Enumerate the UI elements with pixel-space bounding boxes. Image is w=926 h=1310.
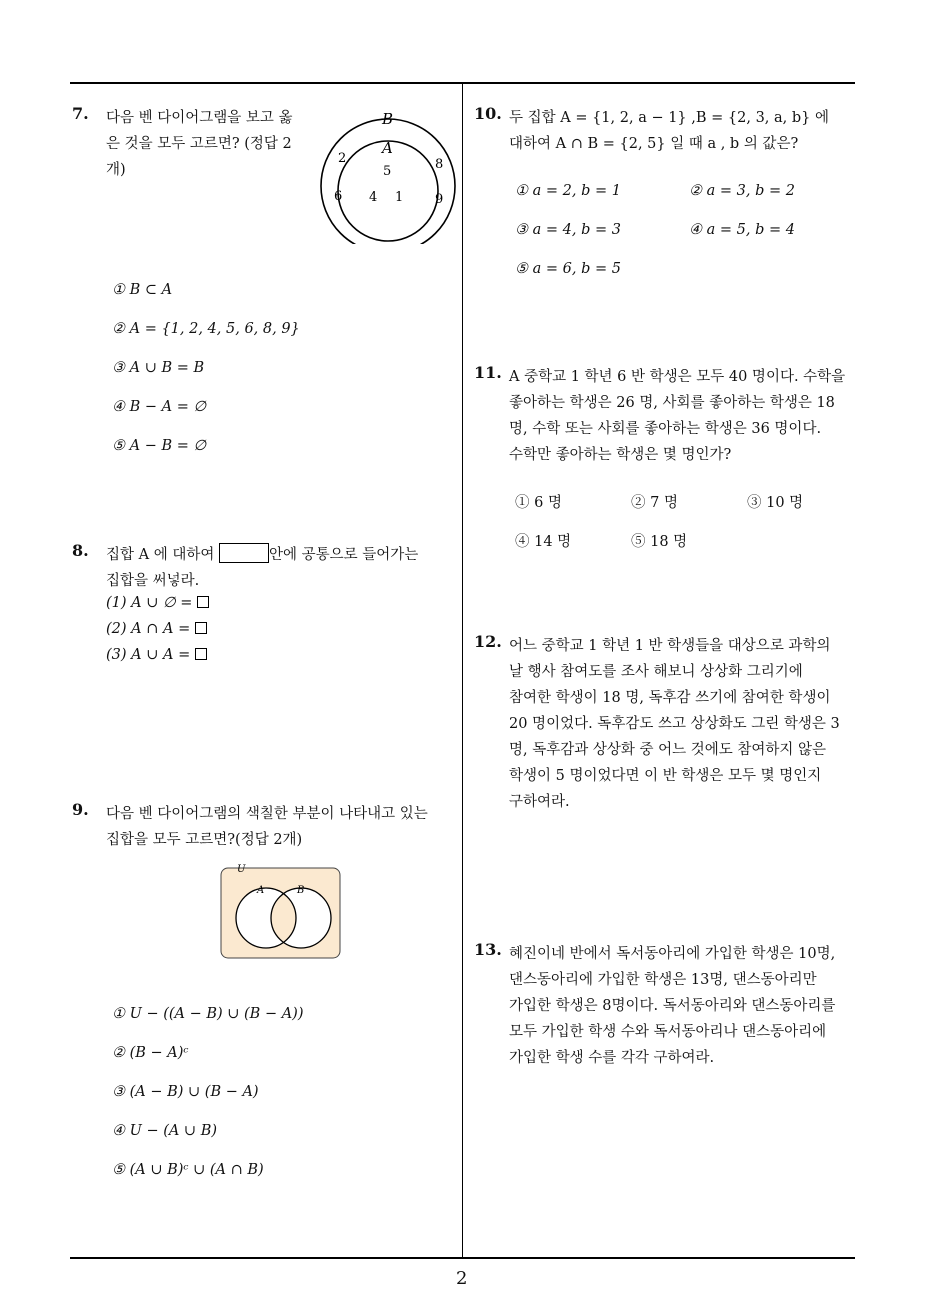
- sub-item-text: (2) A ∩ A =: [106, 621, 191, 637]
- answer-choice[interactable]: ③ 10 명: [747, 495, 804, 511]
- set-b-label: B: [297, 885, 305, 896]
- blank-box: [219, 543, 269, 563]
- sub-item: [106, 621, 207, 637]
- answer-choice[interactable]: ⑤ a = 6, b = 5: [515, 261, 621, 277]
- blank-square: [197, 596, 209, 608]
- universe-label: U: [237, 864, 246, 875]
- question-text-line: 명, 독후감과 상상화 중 어느 것에도 참여하지 않은: [509, 742, 827, 758]
- answer-choice[interactable]: ③ A ∪ B = B: [112, 360, 205, 376]
- element-label: 5: [383, 164, 392, 179]
- question-text-line: 집합을 모두 고르면?(정답 2개): [106, 832, 303, 848]
- question-number: 9.: [72, 800, 89, 819]
- question-text-line: 20 명이었다. 독후감도 쓰고 상상화도 그린 학생은 3: [509, 716, 840, 732]
- answer-choice[interactable]: ① 6 명: [515, 495, 562, 511]
- question-text-line: 모두 가입한 학생 수와 독서동아리나 댄스동아리에: [509, 1024, 827, 1040]
- sub-item: [106, 595, 209, 611]
- venn-diagram-shaded: [219, 860, 343, 962]
- answer-choice[interactable]: ① B ⊂ A: [112, 282, 173, 298]
- question-text-line: 명, 수학 또는 사회를 좋아하는 학생은 36 명이다.: [509, 421, 822, 437]
- answer-choice[interactable]: ⑤ A − B = ∅: [112, 438, 207, 454]
- question-number: 12.: [474, 632, 502, 651]
- question-text-line: 학생이 5 명이었다면 이 반 학생은 모두 몇 명인지: [509, 768, 822, 784]
- element-label: 1: [395, 190, 404, 205]
- answer-choice[interactable]: ③ (A − B) ∪ (B − A): [112, 1084, 259, 1100]
- question-text-line: 집합을 써넣라.: [106, 573, 200, 589]
- blank-square: [195, 648, 207, 660]
- answer-choice[interactable]: ④ B − A = ∅: [112, 399, 207, 415]
- element-label: 9: [435, 192, 444, 207]
- element-label: 2: [338, 151, 347, 166]
- answer-choice[interactable]: ① U − ((A − B) ∪ (B − A)): [112, 1006, 304, 1022]
- answer-choice[interactable]: ② 7 명: [631, 495, 678, 511]
- set-b-label: B: [382, 110, 394, 128]
- venn-diagram-nested: [318, 104, 463, 244]
- question-text-line: 댄스동아리에 가입한 학생은 13명, 댄스동아리만: [509, 972, 817, 988]
- element-label: 4: [369, 190, 378, 205]
- answer-choice[interactable]: ④ 14 명: [515, 534, 572, 550]
- question-number: 11.: [474, 363, 502, 382]
- answer-choice[interactable]: ② (B − A)ᶜ: [112, 1045, 189, 1061]
- sub-item-text: (3) A ∪ A =: [106, 647, 191, 663]
- answer-choice[interactable]: ⑤ (A ∪ B)ᶜ ∪ (A ∩ B): [112, 1162, 264, 1178]
- question-text-line: 가입한 학생 수를 각각 구하여라.: [509, 1050, 715, 1066]
- question-number: 7.: [72, 104, 89, 123]
- question-text-part: 안에 공통으로 들어가는: [268, 547, 419, 563]
- answer-choice[interactable]: ⑤ 18 명: [631, 534, 688, 550]
- question-text-line: 가입한 학생은 8명이다. 독서동아리와 댄스동아리를: [509, 998, 836, 1014]
- element-label: 8: [435, 157, 444, 172]
- question-text-line: 다음 벤 다이어그램의 색칠한 부분이 나타내고 있는: [106, 806, 428, 822]
- answer-choice[interactable]: ③ a = 4, b = 3: [515, 222, 621, 238]
- question-text-line: 참여한 학생이 18 명, 독후감 쓰기에 참여한 학생이: [509, 690, 831, 706]
- question-text-line: 혜진이네 반에서 독서동아리에 가입한 학생은 10명,: [509, 946, 836, 962]
- question-text-line: 수학만 좋아하는 학생은 몇 명인가?: [509, 447, 732, 463]
- question-text-line: A 중학교 1 학년 6 반 학생은 모두 40 명이다. 수학을: [509, 369, 846, 385]
- page-number: 2: [456, 1268, 468, 1289]
- answer-choice[interactable]: ② a = 3, b = 2: [689, 183, 795, 199]
- question-text-line: 은 것을 모두 고르면? (정답 2: [106, 136, 292, 152]
- question-number: 8.: [72, 541, 89, 560]
- question-text-line: 대하여 A ∩ B = {2, 5} 일 때 a , b 의 값은?: [509, 136, 799, 152]
- question-text-part: 집합 A 에 대하여: [106, 547, 215, 563]
- question-text-line: 다음 벤 다이어그램을 보고 옳: [106, 110, 293, 126]
- blank-square: [195, 622, 207, 634]
- sub-item: [106, 647, 207, 663]
- question-number: 13.: [474, 940, 502, 959]
- column-divider: [462, 82, 463, 1258]
- question-text-line: 날 행사 참여도를 조사 해보니 상상화 그리기에: [509, 664, 803, 680]
- question-text-line: 어느 중학교 1 학년 1 반 학생들을 대상으로 과학의: [509, 638, 831, 654]
- set-a-label: A: [382, 139, 393, 157]
- question-text-line: 개): [106, 162, 126, 178]
- set-a-label: A: [257, 885, 265, 896]
- answer-choice[interactable]: ④ U − (A ∪ B): [112, 1123, 218, 1139]
- question-text-line: [106, 543, 418, 564]
- question-number: 10.: [474, 104, 502, 123]
- answer-choice[interactable]: ② A = {1, 2, 4, 5, 6, 8, 9}: [112, 321, 300, 337]
- question-text-line: 두 집합 A = {1, 2, a − 1} ,B = {2, 3, a, b} 에: [509, 110, 829, 126]
- question-text-line: 좋아하는 학생은 26 명, 사회를 좋아하는 학생은 18: [509, 395, 835, 411]
- sub-item-text: (1) A ∪ ∅ =: [106, 595, 193, 611]
- question-text-line: 구하여라.: [509, 794, 570, 810]
- answer-choice[interactable]: ① a = 2, b = 1: [515, 183, 621, 199]
- answer-choice[interactable]: ④ a = 5, b = 4: [689, 222, 795, 238]
- element-label: 6: [334, 189, 343, 204]
